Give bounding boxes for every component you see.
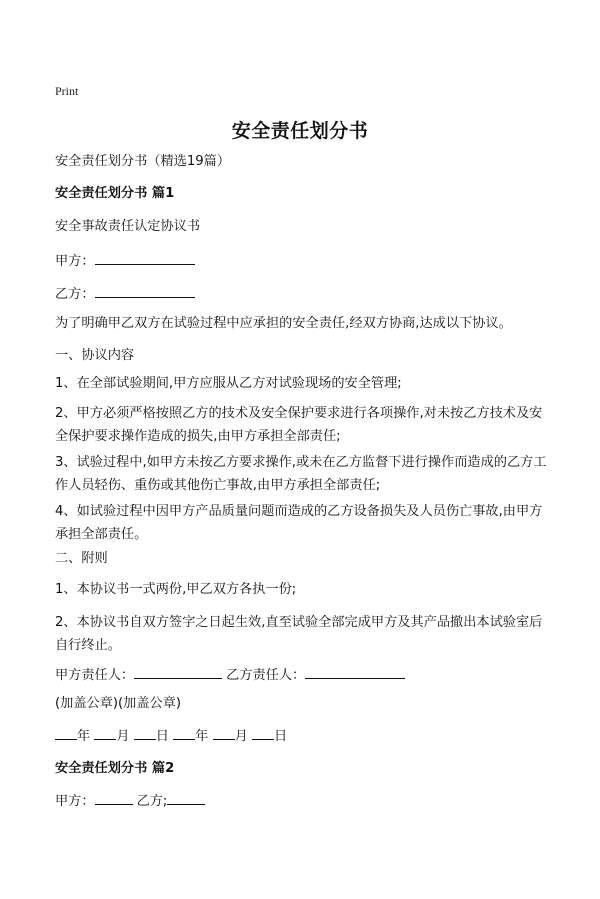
date-b-day-blank[interactable] xyxy=(252,725,274,740)
intro-paragraph: 为了明确甲乙双方在试验过程中应承担的安全责任,经双方协商,达成以下协议。 xyxy=(55,316,512,331)
s2-party-a-label: 甲方： xyxy=(55,794,95,809)
clause-3: 3、试验过程中,如甲方未按乙方要求操作,或未在乙方监督下进行操作而造成的乙方工作人员轻伤、重伤或其他伤亡事故,由甲方承担全部责任; xyxy=(55,455,547,493)
date-a-year-label: 年 xyxy=(77,729,91,744)
print-link[interactable]: Print xyxy=(55,84,79,98)
clause-2: 2、甲方必须严格按照乙方的技术及安全保护要求进行各项操作,对未按乙方技术及安全保护要求操作造成的损失,由甲方承担全部责任; xyxy=(55,406,543,444)
s2-party-a-blank[interactable] xyxy=(95,790,133,805)
date-b-day-label: 日 xyxy=(273,729,288,744)
date-b-month-label: 月 xyxy=(234,729,248,744)
clause-1: 1、在全部试验期间,甲方应服从乙方对试验现场的安全管理; xyxy=(55,376,402,391)
party-b-rep-blank[interactable] xyxy=(305,664,405,679)
date-a-day-label: 日 xyxy=(155,729,169,744)
date-b-year-label: 年 xyxy=(195,729,209,744)
date-b-month-blank[interactable] xyxy=(213,725,235,740)
party-b-label: 乙方： xyxy=(55,287,95,302)
representatives-line xyxy=(55,664,555,686)
party-b-blank[interactable] xyxy=(95,283,195,298)
date-a-year-blank[interactable] xyxy=(55,725,77,740)
date-a-month-label: 月 xyxy=(116,729,130,744)
subtitle: 安全责任划分书（精选19篇） xyxy=(55,154,231,169)
part1-heading: 一、协议内容 xyxy=(55,348,135,363)
annex-2: 2、本协议书自双方签字之日起生效,直至试验全部完成甲方及其产品撤出本试验室后自行终止。 xyxy=(55,615,543,653)
s2-parties-line xyxy=(55,790,555,812)
party-b-line xyxy=(55,283,555,305)
agreement-name: 安全事故责任认定协议书 xyxy=(55,219,201,234)
party-a-blank[interactable] xyxy=(95,250,195,265)
part2-heading: 二、附则 xyxy=(55,551,108,566)
section-heading-1: 安全责任划分书 篇1 xyxy=(55,186,175,201)
party-a-line xyxy=(55,250,555,272)
s2-party-b-label: 乙方; xyxy=(136,794,168,809)
date-b-year-blank[interactable] xyxy=(173,725,195,740)
s2-party-b-blank[interactable] xyxy=(167,790,205,805)
date-line xyxy=(55,725,555,747)
party-b-rep-label: 乙方责任人： xyxy=(226,668,306,683)
seal-line: (加盖公章)(加盖公章) xyxy=(55,696,182,711)
party-a-label: 甲方： xyxy=(55,254,95,269)
section-heading-2: 安全责任划分书 篇2 xyxy=(55,761,175,776)
date-a-month-blank[interactable] xyxy=(94,725,116,740)
party-a-rep-blank[interactable] xyxy=(134,664,222,679)
annex-1: 1、本协议书一式两份,甲乙双方各执一份; xyxy=(55,582,297,597)
page-title: 安全责任划分书 xyxy=(231,120,369,142)
clause-4: 4、如试验过程中因甲方产品质量问题而造成的乙方设备损失及人员伤亡事故,由甲方承担全部责任。 xyxy=(55,504,543,542)
party-a-rep-label: 甲方责任人： xyxy=(55,668,135,683)
date-a-day-blank[interactable] xyxy=(134,725,156,740)
